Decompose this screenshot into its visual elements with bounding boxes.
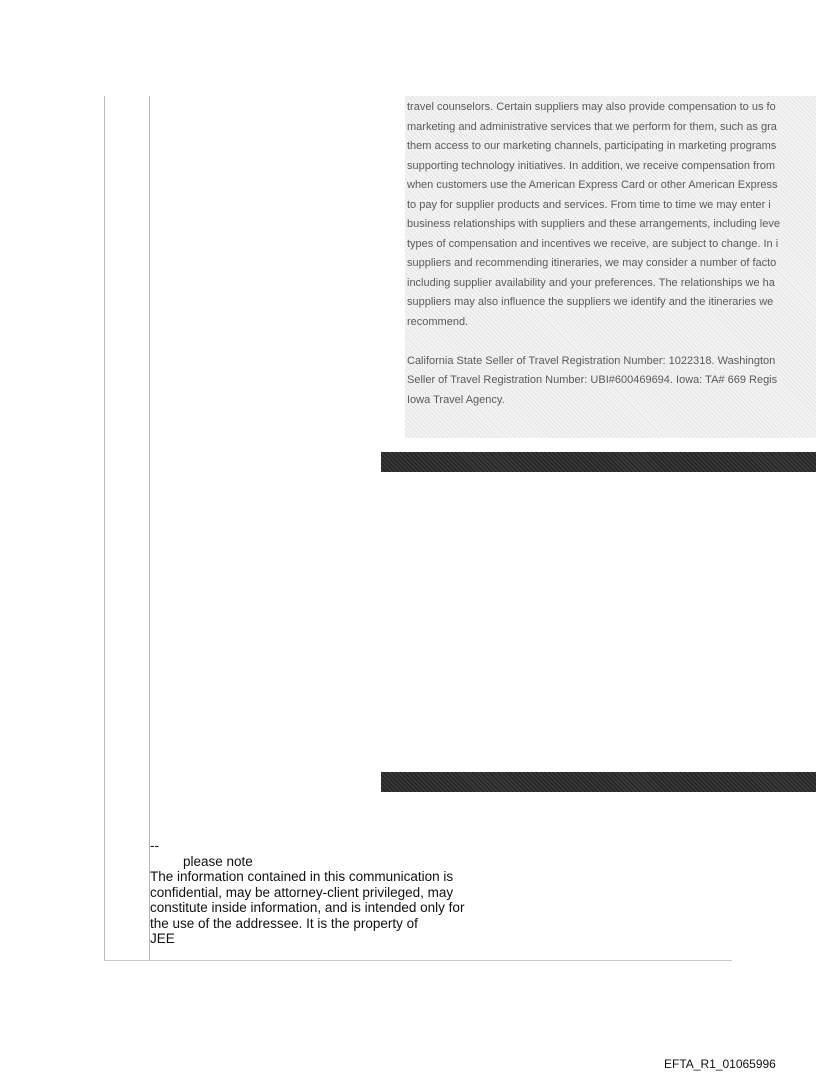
email-frame-outer-border bbox=[104, 96, 105, 961]
disclaimer-line: travel counselors. Certain suppliers may also provide compensation to us fo bbox=[407, 101, 776, 113]
email-frame-bottom-border bbox=[104, 960, 732, 961]
document-id: EFTA_R1_01065996 bbox=[664, 1057, 776, 1071]
redaction-bar bbox=[381, 452, 816, 472]
email-signature bbox=[150, 838, 490, 947]
disclaimer-line: business relationships with suppliers and these arrangements, including leve bbox=[407, 218, 780, 230]
registration-line: California State Seller of Travel Registration Number: 1022318. Washington bbox=[407, 354, 776, 367]
registration-line: Iowa Travel Agency. bbox=[407, 393, 505, 406]
travel-disclaimer-text bbox=[407, 98, 816, 410]
redaction-bar bbox=[381, 772, 816, 792]
disclaimer-line: types of compensation and incentives we receive, are subject to change. In i bbox=[407, 237, 779, 250]
travel-disclaimer-panel bbox=[405, 96, 816, 438]
registration-line: Seller of Travel Registration Number: UBI#600469694. Iowa: TA# 669 Regis bbox=[407, 374, 778, 386]
disclaimer-line: marketing and administrative services that we perform for them, such as gra bbox=[407, 120, 777, 133]
disclaimer-line: them access to our marketing channels, participating in marketing programs bbox=[407, 140, 777, 152]
disclaimer-line: when customers use the American Express Card or other American Express bbox=[407, 179, 778, 191]
signature-note: please note bbox=[183, 853, 253, 869]
paragraph-spacer bbox=[407, 332, 816, 352]
email-frame-inner-border bbox=[149, 96, 150, 961]
disclaimer-line: to pay for supplier products and services. From time to time we may enter i bbox=[407, 198, 771, 211]
confidentiality-notice: The information contained in this communication is confidential, may be attorney-client privileged, may constitute inside information, and is intended only for the use of the addressee. It is the property of bbox=[150, 869, 465, 931]
disclaimer-line: supporting technology initiatives. In addition, we receive compensation from bbox=[407, 159, 776, 172]
disclaimer-line: suppliers may also influence the suppliers we identify and the itineraries we bbox=[407, 296, 774, 308]
disclaimer-line: including supplier availability and your preferences. The relationships we ha bbox=[407, 276, 775, 289]
signature-name: JEE bbox=[150, 931, 175, 946]
disclaimer-line: suppliers and recommending itineraries, we may consider a number of facto bbox=[407, 257, 777, 269]
signature-separator: -- bbox=[150, 838, 159, 853]
disclaimer-line: recommend. bbox=[407, 315, 469, 328]
